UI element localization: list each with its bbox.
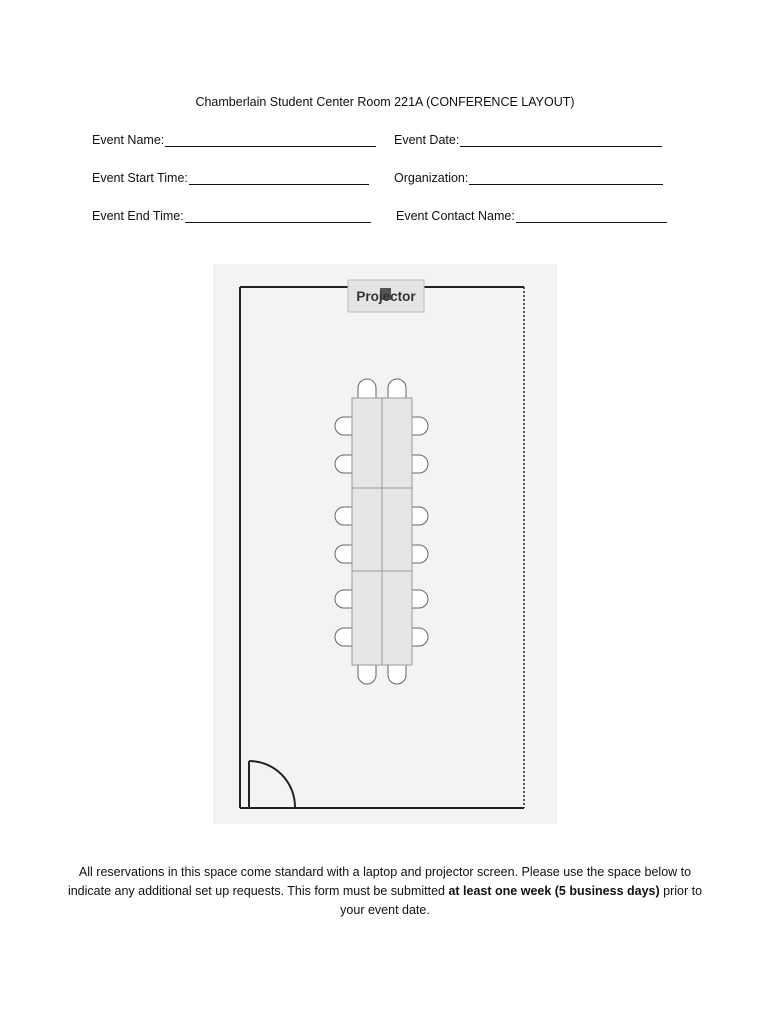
event-name-input-line[interactable] bbox=[165, 133, 376, 147]
page-title: Chamberlain Student Center Room 221A (CONFERENCE LAYOUT) bbox=[195, 95, 575, 109]
table-5 bbox=[352, 571, 382, 665]
chair-bottom-right bbox=[388, 665, 406, 684]
chair-left-2 bbox=[335, 455, 352, 473]
organization-input-line[interactable] bbox=[469, 171, 663, 185]
event-name-label: Event Name: bbox=[92, 133, 165, 147]
table-2 bbox=[382, 398, 412, 488]
event-end-time-field[interactable] bbox=[92, 209, 371, 223]
event-date-field[interactable] bbox=[394, 133, 662, 147]
table-1 bbox=[352, 398, 382, 488]
chair-top-left bbox=[358, 379, 376, 398]
note-text-bold: at least one week (5 business days) bbox=[448, 884, 660, 898]
organization-field[interactable] bbox=[394, 171, 663, 185]
event-start-time-input-line[interactable] bbox=[189, 171, 369, 185]
table-4 bbox=[382, 488, 412, 571]
chair-left-3 bbox=[335, 507, 352, 525]
chair-right-5 bbox=[411, 590, 428, 608]
chair-left-1 bbox=[335, 417, 352, 435]
event-end-time-label: Event End Time: bbox=[92, 209, 184, 223]
chair-right-4 bbox=[411, 545, 428, 563]
floor-plan bbox=[213, 264, 557, 824]
event-contact-name-field[interactable] bbox=[396, 209, 667, 223]
chair-right-1 bbox=[411, 417, 428, 435]
door-icon bbox=[249, 761, 295, 808]
chair-left-6 bbox=[335, 628, 352, 646]
note-text-part1: All reservations in this space come standard with a laptop and projector screen. Please use the space below to indicate any additional set up requests. This form must be submitted bbox=[67, 865, 692, 898]
event-end-time-input-line[interactable] bbox=[185, 209, 371, 223]
event-name-field[interactable] bbox=[92, 133, 376, 147]
chair-top-right bbox=[388, 379, 406, 398]
event-start-time-field[interactable] bbox=[92, 171, 369, 185]
chair-left-5 bbox=[335, 590, 352, 608]
chair-right-3 bbox=[411, 507, 428, 525]
chair-right-2 bbox=[411, 455, 428, 473]
table-6 bbox=[382, 571, 412, 665]
event-date-input-line[interactable] bbox=[460, 133, 662, 147]
organization-label: Organization: bbox=[394, 171, 469, 185]
event-start-time-label: Event Start Time: bbox=[92, 171, 188, 185]
chair-right-6 bbox=[411, 628, 428, 646]
event-contact-name-label: Event Contact Name: bbox=[396, 209, 515, 223]
note-text-part2: prior to your event date. bbox=[340, 884, 703, 917]
floor-plan-drawing bbox=[213, 264, 557, 824]
event-date-label: Event Date: bbox=[394, 133, 460, 147]
chair-left-4 bbox=[335, 545, 352, 563]
table-3 bbox=[352, 488, 382, 571]
reservation-note bbox=[60, 863, 710, 920]
event-contact-name-input-line[interactable] bbox=[516, 209, 667, 223]
projector-label: Projector bbox=[356, 288, 416, 304]
chair-bottom-left bbox=[358, 665, 376, 684]
